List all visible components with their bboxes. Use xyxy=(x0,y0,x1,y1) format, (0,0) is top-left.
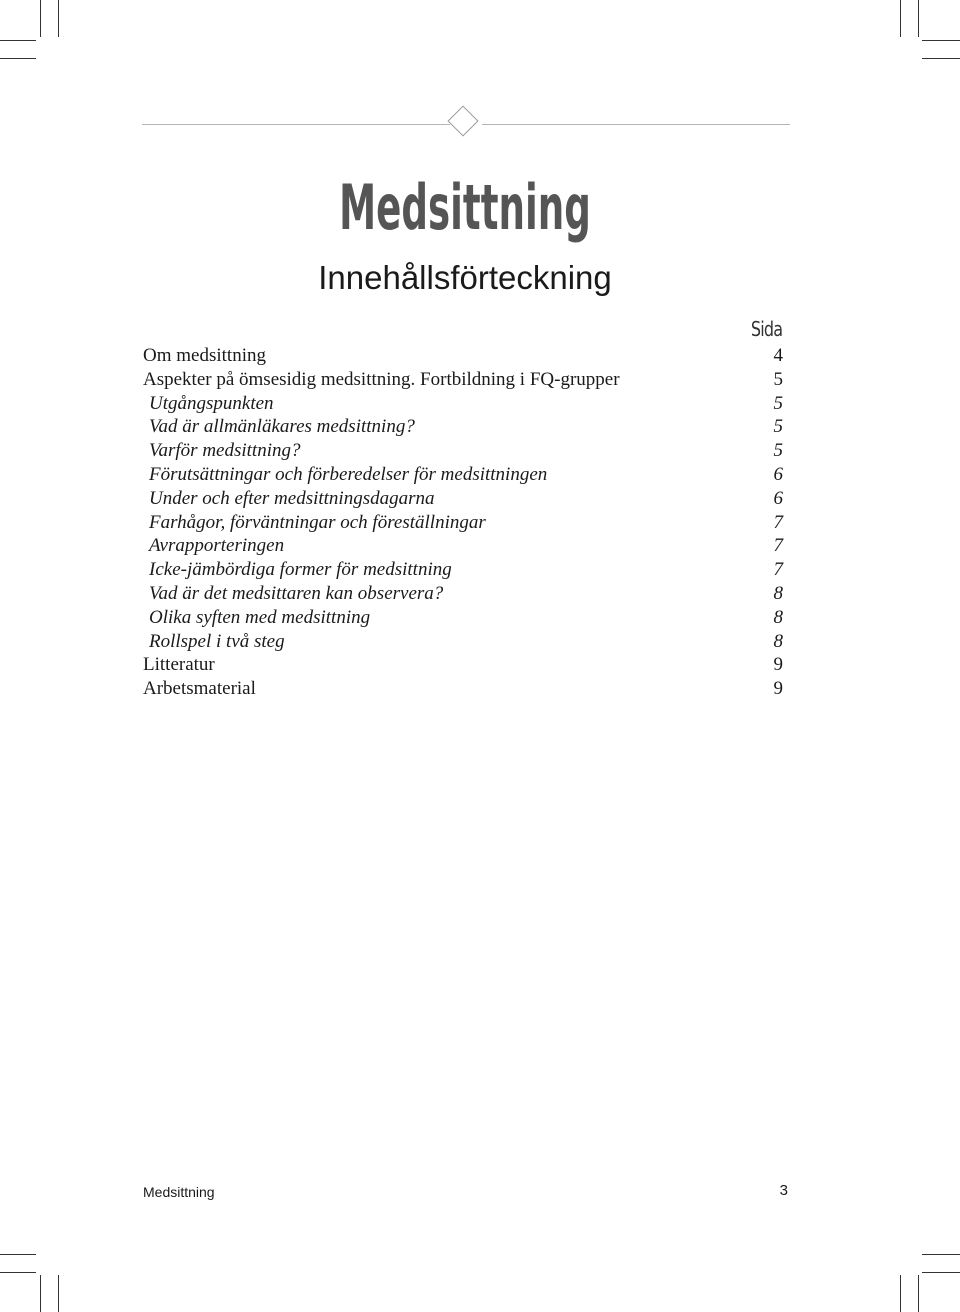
toc-entry-label: Avrapporteringen xyxy=(149,535,285,557)
crop-mark xyxy=(0,1272,36,1273)
toc-entry[interactable] xyxy=(143,344,783,368)
toc-entry[interactable] xyxy=(143,677,783,701)
toc-entry-label: Aspekter på ömsesidig medsittning. Fortbildning i FQ-grupper xyxy=(143,368,620,390)
toc-entry[interactable] xyxy=(143,463,783,487)
toc-entry[interactable] xyxy=(143,415,783,439)
header-rule-right xyxy=(482,124,790,125)
crop-mark xyxy=(900,1275,901,1312)
toc-entry-page: 4 xyxy=(773,345,783,366)
crop-mark xyxy=(922,1272,960,1273)
toc-heading: Innehållsförteckning xyxy=(318,259,612,296)
toc-entry-label: Olika syften med medsittning xyxy=(149,606,371,628)
header-rule-left xyxy=(142,124,450,125)
toc-entry-label: Vad är allmänläkares medsittning? xyxy=(149,416,415,438)
toc-entry[interactable] xyxy=(143,511,783,535)
toc-entry[interactable] xyxy=(143,487,783,511)
crop-mark xyxy=(922,58,960,59)
toc-entry-label: Farhågor, förväntningar och föreställningar xyxy=(149,511,486,533)
toc-entry-page: 5 xyxy=(773,368,783,390)
toc-entry-page: 5 xyxy=(773,440,783,462)
crop-mark xyxy=(0,58,36,59)
toc-entry-label: Arbetsmaterial xyxy=(143,678,256,700)
page-number: 3 xyxy=(779,1182,788,1199)
crop-mark xyxy=(0,1254,36,1255)
toc-entry-label: Icke-jämbördiga former för medsittning xyxy=(149,559,452,581)
toc-entry[interactable] xyxy=(143,534,783,558)
table-of-contents xyxy=(143,344,783,701)
toc-entry-page: 8 xyxy=(773,582,783,604)
toc-entry-label: Om medsittning xyxy=(143,345,266,366)
toc-entry-label: Rollspel i två steg xyxy=(149,630,285,652)
toc-entry[interactable] xyxy=(143,368,783,392)
toc-entry[interactable] xyxy=(143,392,783,416)
crop-mark xyxy=(918,1275,919,1312)
crop-mark xyxy=(0,40,36,41)
toc-entry[interactable] xyxy=(143,630,783,654)
crop-mark xyxy=(918,0,919,37)
crop-mark xyxy=(900,0,901,37)
toc-entry[interactable] xyxy=(143,558,783,582)
diamond-ornament-icon xyxy=(447,105,478,136)
toc-entry-page: 6 xyxy=(773,463,783,485)
toc-entry-label: Under och efter medsittningsdagarna xyxy=(149,487,435,509)
running-footer-title: Medsittning xyxy=(143,1184,215,1200)
toc-entry-label: Litteratur xyxy=(143,654,215,676)
toc-entry[interactable] xyxy=(143,439,783,463)
toc-entry-page: 7 xyxy=(773,535,783,557)
toc-entry[interactable] xyxy=(143,606,783,630)
toc-entry[interactable] xyxy=(143,653,783,677)
crop-mark xyxy=(58,0,59,37)
toc-entry-page: 8 xyxy=(773,630,783,652)
document-title: Medsittning xyxy=(339,171,591,244)
toc-entry[interactable] xyxy=(143,582,783,606)
toc-entry-label: Vad är det medsittaren kan observera? xyxy=(149,582,444,604)
page-column-label: Sida xyxy=(750,317,782,341)
crop-mark xyxy=(922,1254,960,1255)
toc-entry-page: 9 xyxy=(773,654,783,676)
crop-mark xyxy=(58,1275,59,1312)
toc-entry-label: Utgångspunkten xyxy=(149,392,274,414)
toc-entry-page: 7 xyxy=(773,559,783,581)
toc-entry-label: Varför medsittning? xyxy=(149,440,301,462)
toc-entry-page: 8 xyxy=(773,606,783,628)
crop-mark xyxy=(40,1275,41,1312)
crop-mark xyxy=(40,0,41,37)
toc-entry-page: 9 xyxy=(773,678,783,700)
toc-entry-label: Förutsättningar och förberedelser för medsittningen xyxy=(149,463,548,485)
toc-entry-page: 6 xyxy=(773,487,783,509)
toc-entry-page: 5 xyxy=(773,392,783,414)
toc-entry-page: 5 xyxy=(773,416,783,438)
crop-mark xyxy=(922,40,960,41)
toc-entry-page: 7 xyxy=(773,511,783,533)
